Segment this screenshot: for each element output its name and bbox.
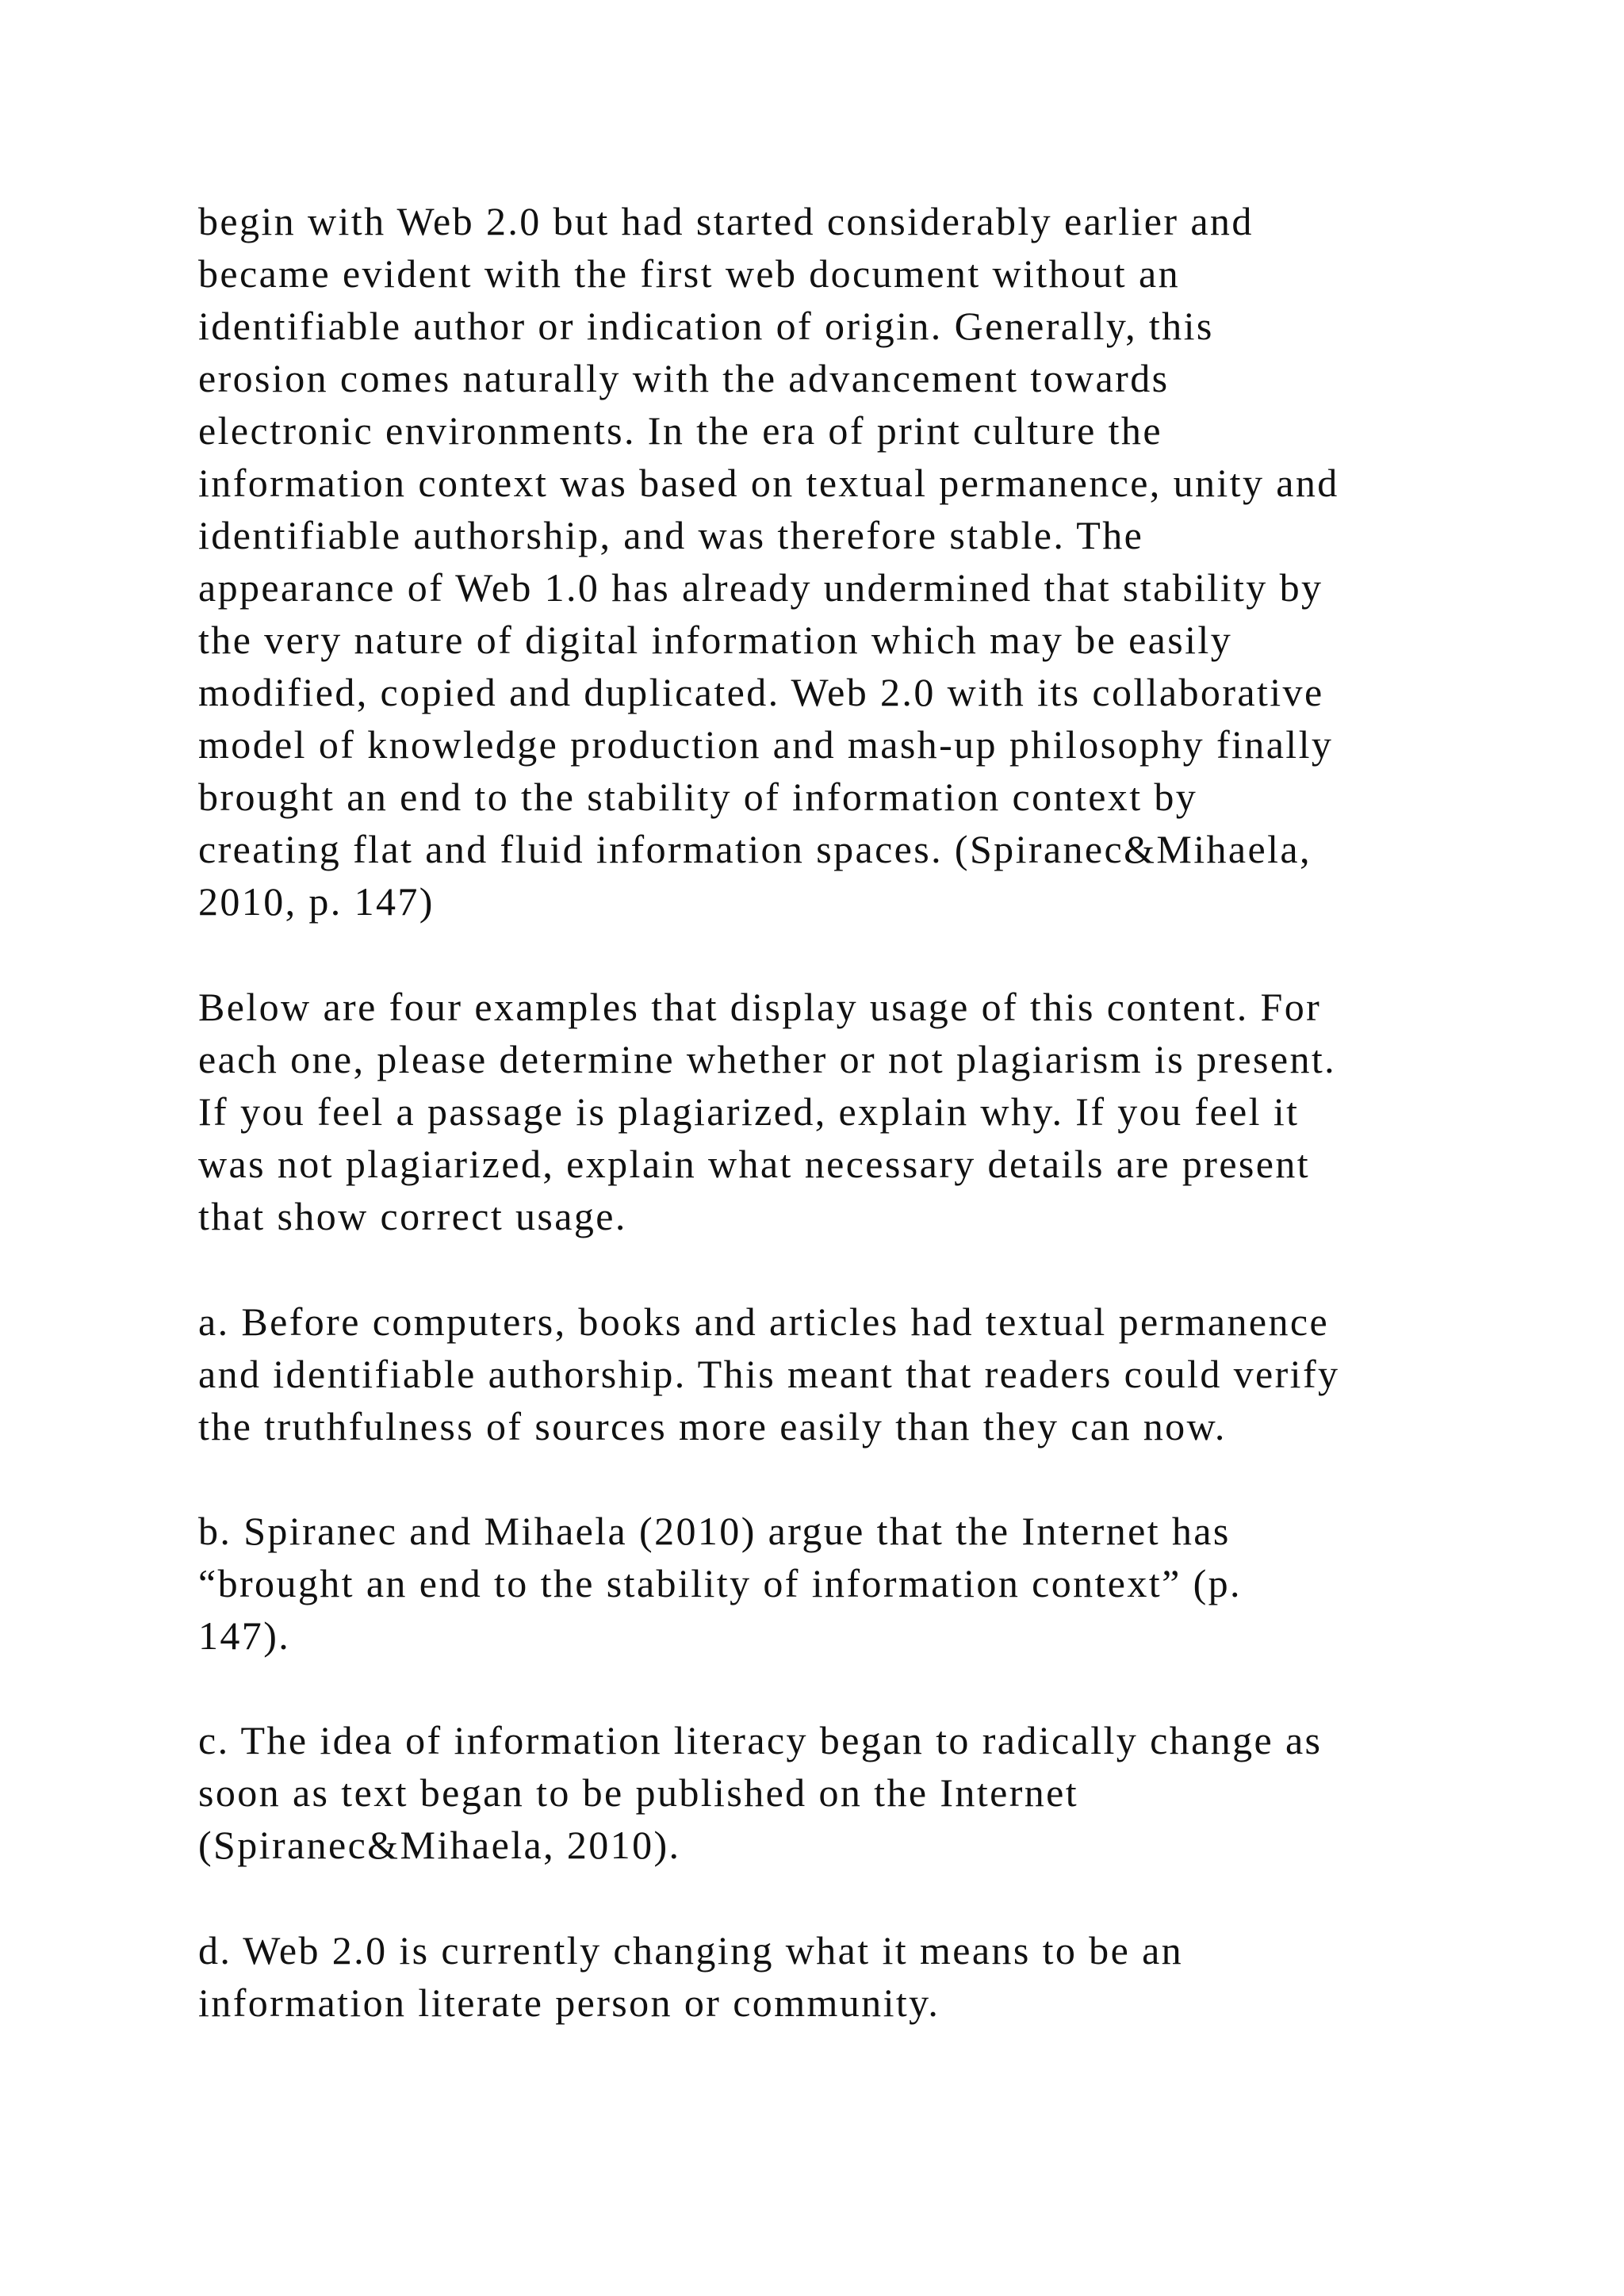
text-line: soon as text began to be published on the Internet [198, 1770, 1079, 1815]
text-line: 147). [198, 1613, 291, 1658]
example-d [198, 1924, 1546, 2029]
text-line: was not plagiarized, explain what necessary details are present [198, 1142, 1311, 1186]
text-line: If you feel a passage is plagiarized, explain why. If you feel it [198, 1089, 1300, 1134]
example-a [198, 1295, 1546, 1452]
text-line: information context was based on textual permanence, unity and [198, 461, 1339, 505]
text-line: each one, please determine whether or not plagiarism is present. [198, 1037, 1337, 1081]
text-line: model of knowledge production and mash-up philosophy finally [198, 722, 1334, 767]
example-c [198, 1714, 1546, 1871]
text-line: c. The idea of information literacy began to radically change as [198, 1718, 1323, 1762]
text-line: modified, copied and duplicated. Web 2.0 with its collaborative [198, 670, 1324, 714]
instructions-paragraph [198, 981, 1546, 1242]
text-line: a. Before computers, books and articles had textual permanence [198, 1299, 1330, 1344]
text-line: 2010, p. 147) [198, 879, 435, 924]
text-line: electronic environments. In the era of print culture the [198, 408, 1162, 453]
text-line: the very nature of digital information which may be easily [198, 618, 1233, 662]
text-line: Below are four examples that display usage of this content. For [198, 985, 1322, 1029]
text-line: begin with Web 2.0 but had started considerably earlier and [198, 199, 1254, 243]
text-line: that show correct usage. [198, 1194, 627, 1238]
text-line: and identifiable authorship. This meant that readers could verify [198, 1352, 1340, 1396]
quoted-passage [198, 195, 1546, 928]
text-line: became evident with the first web document without an [198, 251, 1180, 296]
text-line: the truthfulness of sources more easily than they can now. [198, 1404, 1227, 1448]
text-line: “brought an end to the stability of information context” (p. [198, 1561, 1242, 1605]
text-line: information literate person or community. [198, 1980, 940, 2025]
text-line: appearance of Web 1.0 has already undermined that stability by [198, 565, 1323, 610]
text-line: (Spiranec&Mihaela, 2010). [198, 1823, 681, 1867]
text-line: identifiable author or indication of origin. Generally, this [198, 304, 1214, 348]
text-line: brought an end to the stability of information context by [198, 775, 1198, 819]
text-line: d. Web 2.0 is currently changing what it means to be an [198, 1928, 1184, 1973]
example-b [198, 1505, 1546, 1662]
text-line: erosion comes naturally with the advancement towards [198, 356, 1170, 400]
text-line: b. Spiranec and Mihaela (2010) argue that the Internet has [198, 1509, 1231, 1553]
text-line: identifiable authorship, and was therefore stable. The [198, 513, 1144, 557]
text-line: creating flat and fluid information spaces. (Spiranec&Mihaela, [198, 827, 1312, 871]
